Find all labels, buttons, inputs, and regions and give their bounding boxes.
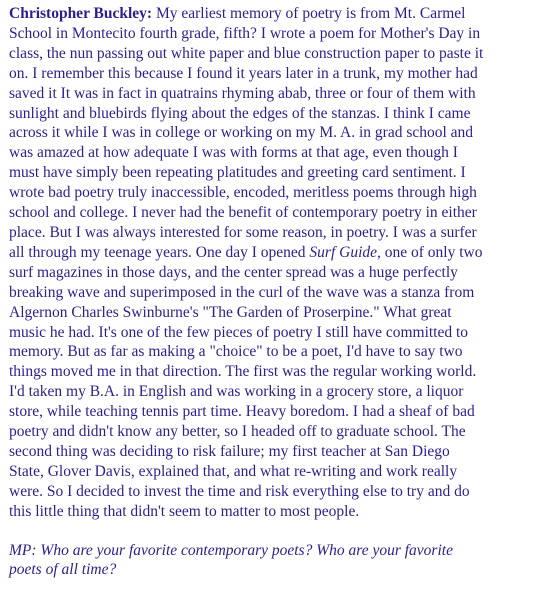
speaker-name: Christopher Buckley: [9,5,153,22]
answer-line [9,4,551,24]
answer-line-text: , one of only two [377,243,483,261]
answer-line: school and college. I never had the benefit of contemporary poetry in either [9,204,477,222]
answer-line: was amazed at how adequate I was with forms at that age, even though I [9,144,458,162]
question-line: poets of all time? [9,561,117,579]
answer-line: memory. But as far as making a "choice" to be a poet, I'd have to say two [9,343,463,361]
answer-line: place. But I was always interested for some reason, in poetry. I was a surfer [9,223,477,241]
answer-line-text: My earliest memory of poetry is from Mt. Carmel [152,5,466,22]
answer-line: second thing was deciding to risk failure; my first teacher at San Diego [9,442,450,460]
question-paragraph [9,541,551,581]
answer-line: surf magazines in those days, and the center spread was a huge perfectly [9,263,458,281]
answer-line-text: all through my teenage years. One day I opened [9,243,310,261]
answer-line: class, the nun passing out white paper and blue construction paper to paste it [9,44,484,62]
answer-line: saved it It was in fact in quatrains rhyming abab, three or four of them with [9,84,476,102]
answer-line: Algernon Charles Swinburne's "The Garden of Proserpine." What great [9,303,452,321]
answer-line: I'd taken my B.A. in English and was working in a grocery store, a liquor [9,383,464,401]
question-line: MP: Who are your favorite contemporary poets? Who are your favorite [9,541,453,559]
answer-line: this little thing that didn't seem to matter to most people. [9,502,360,520]
answer-line: breaking wave and superimposed in the curl of the wave was a stanza from [9,283,475,301]
answer-line: on. I remember this because I found it years later in a trunk, my mother had [9,64,478,82]
answer-line: things moved me in that direction. The first was the regular working world. [9,363,477,381]
answer-line: poetry and didn't know any better, so I headed off to graduate school. The [9,423,466,441]
answer-line: store, while teaching tennis part time. Heavy boredom. I had a sheaf of bad [9,403,475,421]
answer-line: sunlight and bluebirds flying about the edges of the stanzas. I think I came [9,104,471,122]
answer-line: across it while I was in college or working on my M. A. in grad school and [9,124,474,142]
answer-line: School in Montecito fourth grade, fifth? I wrote a poem for Mother's Day in [9,24,481,42]
answer-paragraph [9,4,551,522]
answer-line: State, Glover Davis, explained that, and what re-writing and work really [9,462,458,480]
answer-line: must have simply been repeating platitudes and greeting card sentiment. I [9,164,466,182]
answer-line: music he had. It's one of the few pieces of poetry I still have committed to [9,323,469,341]
answer-line [9,243,551,263]
answer-line: were. So I decided to invest the time and risk everything else to try and do [9,482,470,500]
magazine-title: Surf Guide [309,243,378,261]
answer-line: wrote bad poetry truly inaccessible, encoded, meritless poems through high [9,184,477,202]
